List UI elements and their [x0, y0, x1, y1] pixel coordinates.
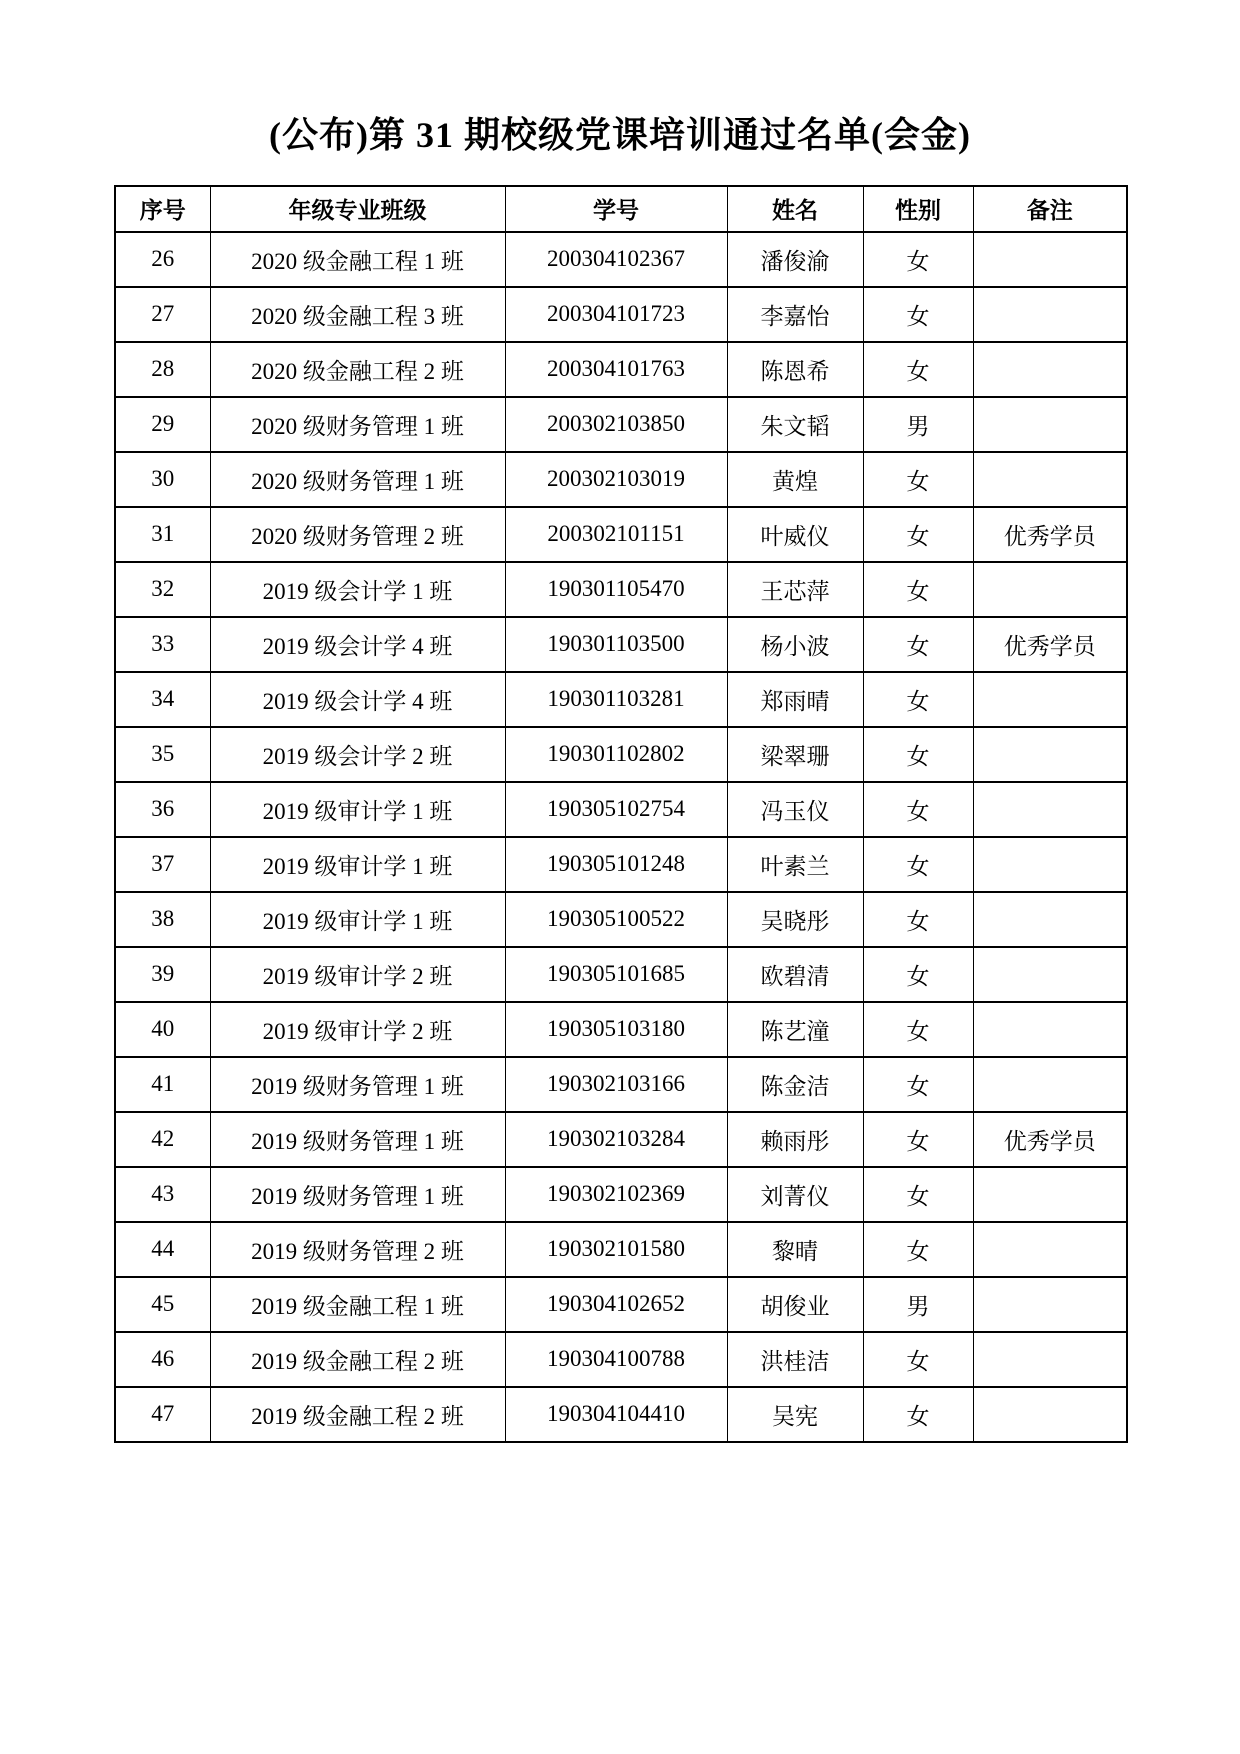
cell-gender: 女 — [863, 232, 973, 287]
cell-gender: 女 — [863, 617, 973, 672]
roster-table — [114, 185, 1128, 1443]
cell-student-id: 190305101248 — [505, 837, 727, 892]
cell-student-id: 200304101723 — [505, 287, 727, 342]
cell-class: 2020 级金融工程 3 班 — [210, 287, 505, 342]
cell-student-id: 200304101763 — [505, 342, 727, 397]
cell-remark — [973, 1332, 1127, 1387]
cell-gender: 女 — [863, 342, 973, 397]
cell-class: 2020 级财务管理 2 班 — [210, 507, 505, 562]
cell-class: 2020 级金融工程 2 班 — [210, 342, 505, 397]
header-remark: 备注 — [973, 186, 1127, 232]
cell-name: 叶素兰 — [727, 837, 863, 892]
cell-gender: 女 — [863, 287, 973, 342]
cell-seq: 34 — [115, 672, 210, 727]
cell-seq: 37 — [115, 837, 210, 892]
table-row — [115, 452, 1127, 507]
cell-gender: 女 — [863, 1112, 973, 1167]
cell-seq: 45 — [115, 1277, 210, 1332]
table-row — [115, 1387, 1127, 1442]
cell-remark: 优秀学员 — [973, 507, 1127, 562]
cell-remark — [973, 782, 1127, 837]
cell-class: 2019 级财务管理 1 班 — [210, 1112, 505, 1167]
cell-student-id: 200304102367 — [505, 232, 727, 287]
roster-table-body — [115, 232, 1127, 1442]
cell-gender: 女 — [863, 1057, 973, 1112]
cell-remark — [973, 452, 1127, 507]
cell-remark — [973, 672, 1127, 727]
cell-student-id: 190305100522 — [505, 892, 727, 947]
cell-student-id: 200302103019 — [505, 452, 727, 507]
cell-name: 陈金洁 — [727, 1057, 863, 1112]
table-row — [115, 1332, 1127, 1387]
table-row — [115, 1167, 1127, 1222]
cell-remark — [973, 1222, 1127, 1277]
cell-seq: 28 — [115, 342, 210, 397]
cell-student-id: 190302101580 — [505, 1222, 727, 1277]
cell-seq: 47 — [115, 1387, 210, 1442]
table-row — [115, 892, 1127, 947]
cell-gender: 女 — [863, 507, 973, 562]
cell-name: 梁翠珊 — [727, 727, 863, 782]
cell-seq: 26 — [115, 232, 210, 287]
cell-student-id: 190304100788 — [505, 1332, 727, 1387]
cell-class: 2019 级金融工程 1 班 — [210, 1277, 505, 1332]
cell-name: 杨小波 — [727, 617, 863, 672]
header-student-id: 学号 — [505, 186, 727, 232]
cell-remark — [973, 892, 1127, 947]
table-row — [115, 1057, 1127, 1112]
cell-seq: 36 — [115, 782, 210, 837]
cell-name: 冯玉仪 — [727, 782, 863, 837]
cell-class: 2019 级财务管理 2 班 — [210, 1222, 505, 1277]
cell-class: 2019 级审计学 2 班 — [210, 947, 505, 1002]
table-row — [115, 232, 1127, 287]
header-gender: 性别 — [863, 186, 973, 232]
cell-gender: 女 — [863, 892, 973, 947]
table-row — [115, 397, 1127, 452]
cell-name: 吴晓彤 — [727, 892, 863, 947]
document-page — [114, 0, 1126, 1443]
cell-student-id: 190301103281 — [505, 672, 727, 727]
cell-class: 2019 级会计学 2 班 — [210, 727, 505, 782]
cell-class: 2020 级金融工程 1 班 — [210, 232, 505, 287]
cell-remark — [973, 727, 1127, 782]
cell-gender: 女 — [863, 1222, 973, 1277]
cell-remark — [973, 1057, 1127, 1112]
cell-name: 吴宪 — [727, 1387, 863, 1442]
cell-seq: 42 — [115, 1112, 210, 1167]
cell-gender: 女 — [863, 782, 973, 837]
cell-student-id: 190301102802 — [505, 727, 727, 782]
table-row — [115, 1277, 1127, 1332]
cell-remark — [973, 397, 1127, 452]
table-row — [115, 782, 1127, 837]
cell-class: 2019 级会计学 1 班 — [210, 562, 505, 617]
table-row — [115, 1112, 1127, 1167]
table-row — [115, 947, 1127, 1002]
cell-remark — [973, 562, 1127, 617]
table-row — [115, 1002, 1127, 1057]
cell-name: 胡俊业 — [727, 1277, 863, 1332]
cell-seq: 46 — [115, 1332, 210, 1387]
cell-student-id: 190302103284 — [505, 1112, 727, 1167]
cell-name: 陈恩希 — [727, 342, 863, 397]
cell-name: 潘俊渝 — [727, 232, 863, 287]
cell-gender: 女 — [863, 727, 973, 782]
cell-name: 李嘉怡 — [727, 287, 863, 342]
cell-name: 郑雨晴 — [727, 672, 863, 727]
cell-name: 刘菁仪 — [727, 1167, 863, 1222]
cell-class: 2019 级财务管理 1 班 — [210, 1057, 505, 1112]
table-row — [115, 342, 1127, 397]
cell-student-id: 190304104410 — [505, 1387, 727, 1442]
cell-name: 陈艺潼 — [727, 1002, 863, 1057]
table-row — [115, 837, 1127, 892]
cell-remark — [973, 232, 1127, 287]
cell-name: 洪桂洁 — [727, 1332, 863, 1387]
cell-class: 2019 级审计学 1 班 — [210, 782, 505, 837]
cell-seq: 33 — [115, 617, 210, 672]
table-row — [115, 1222, 1127, 1277]
cell-name: 叶威仪 — [727, 507, 863, 562]
table-row — [115, 672, 1127, 727]
cell-class: 2019 级金融工程 2 班 — [210, 1332, 505, 1387]
cell-remark — [973, 1002, 1127, 1057]
cell-class: 2020 级财务管理 1 班 — [210, 397, 505, 452]
cell-student-id: 190305103180 — [505, 1002, 727, 1057]
table-row — [115, 727, 1127, 782]
cell-class: 2019 级会计学 4 班 — [210, 617, 505, 672]
cell-student-id: 190301103500 — [505, 617, 727, 672]
cell-seq: 30 — [115, 452, 210, 507]
cell-remark — [973, 342, 1127, 397]
cell-class: 2019 级财务管理 1 班 — [210, 1167, 505, 1222]
cell-seq: 41 — [115, 1057, 210, 1112]
cell-student-id: 190301105470 — [505, 562, 727, 617]
cell-seq: 38 — [115, 892, 210, 947]
cell-remark — [973, 1167, 1127, 1222]
header-class: 年级专业班级 — [210, 186, 505, 232]
header-seq: 序号 — [115, 186, 210, 232]
cell-class: 2019 级审计学 2 班 — [210, 1002, 505, 1057]
cell-gender: 女 — [863, 1002, 973, 1057]
cell-seq: 44 — [115, 1222, 210, 1277]
cell-class: 2020 级财务管理 1 班 — [210, 452, 505, 507]
cell-name: 朱文韬 — [727, 397, 863, 452]
cell-student-id: 190304102652 — [505, 1277, 727, 1332]
cell-name: 赖雨彤 — [727, 1112, 863, 1167]
cell-seq: 35 — [115, 727, 210, 782]
table-row — [115, 507, 1127, 562]
cell-class: 2019 级审计学 1 班 — [210, 892, 505, 947]
cell-seq: 40 — [115, 1002, 210, 1057]
cell-class: 2019 级金融工程 2 班 — [210, 1387, 505, 1442]
cell-seq: 32 — [115, 562, 210, 617]
cell-gender: 女 — [863, 672, 973, 727]
cell-student-id: 190302102369 — [505, 1167, 727, 1222]
cell-name: 王芯萍 — [727, 562, 863, 617]
cell-remark — [973, 1387, 1127, 1442]
table-row — [115, 287, 1127, 342]
cell-name: 欧碧清 — [727, 947, 863, 1002]
cell-remark: 优秀学员 — [973, 1112, 1127, 1167]
cell-gender: 女 — [863, 562, 973, 617]
cell-seq: 31 — [115, 507, 210, 562]
cell-name: 黎晴 — [727, 1222, 863, 1277]
cell-student-id: 190305101685 — [505, 947, 727, 1002]
cell-class: 2019 级审计学 1 班 — [210, 837, 505, 892]
cell-gender: 女 — [863, 947, 973, 1002]
cell-student-id: 200302103850 — [505, 397, 727, 452]
cell-remark — [973, 287, 1127, 342]
cell-seq: 39 — [115, 947, 210, 1002]
cell-gender: 女 — [863, 1332, 973, 1387]
cell-remark — [973, 837, 1127, 892]
cell-gender: 女 — [863, 1387, 973, 1442]
cell-gender: 女 — [863, 837, 973, 892]
cell-name: 黄煌 — [727, 452, 863, 507]
page-title: (公布)第 31 期校级党课培训通过名单(会金) — [269, 115, 971, 155]
cell-student-id: 200302101151 — [505, 507, 727, 562]
cell-student-id: 190305102754 — [505, 782, 727, 837]
cell-remark: 优秀学员 — [973, 617, 1127, 672]
cell-class: 2019 级会计学 4 班 — [210, 672, 505, 727]
cell-gender: 女 — [863, 1167, 973, 1222]
cell-seq: 43 — [115, 1167, 210, 1222]
cell-remark — [973, 1277, 1127, 1332]
cell-gender: 男 — [863, 397, 973, 452]
header-row — [115, 186, 1127, 232]
table-row — [115, 562, 1127, 617]
cell-remark — [973, 947, 1127, 1002]
cell-seq: 29 — [115, 397, 210, 452]
header-name: 姓名 — [727, 186, 863, 232]
cell-gender: 女 — [863, 452, 973, 507]
cell-gender: 男 — [863, 1277, 973, 1332]
cell-student-id: 190302103166 — [505, 1057, 727, 1112]
table-row — [115, 617, 1127, 672]
cell-seq: 27 — [115, 287, 210, 342]
